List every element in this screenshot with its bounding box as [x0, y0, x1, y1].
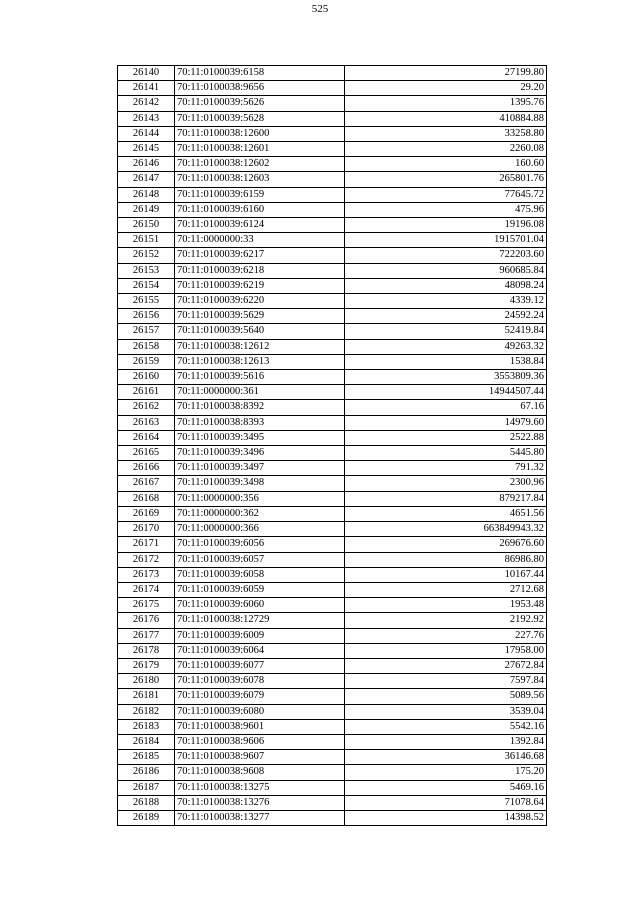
table-row: [118, 96, 547, 111]
row-number-cell: 26152: [118, 248, 175, 263]
value-cell: 265801.76: [345, 172, 547, 187]
page-number: 525: [311, 3, 329, 15]
value-cell: 71078.64: [345, 795, 547, 810]
value-cell: 1915701.04: [345, 233, 547, 248]
row-number-cell: 26165: [118, 446, 175, 461]
cadastral-number-cell: 70:11:0100039:6217: [175, 248, 345, 263]
table-row: [118, 643, 547, 658]
row-number-cell: 26189: [118, 810, 175, 825]
value-cell: 1395.76: [345, 96, 547, 111]
value-cell: 14979.60: [345, 415, 547, 430]
table-row: [118, 81, 547, 96]
cadastral-number-cell: 70:11:0100039:6218: [175, 263, 345, 278]
table-row: [118, 491, 547, 506]
value-cell: 227.76: [345, 628, 547, 643]
row-number-cell: 26144: [118, 126, 175, 141]
cadastral-number-cell: 70:11:0100039:3498: [175, 476, 345, 491]
table-row: [118, 354, 547, 369]
cadastral-number-cell: 70:11:0100038:12601: [175, 142, 345, 157]
cadastral-number-cell: 70:11:0100039:6160: [175, 202, 345, 217]
value-cell: 4339.12: [345, 294, 547, 309]
value-cell: 14944507.44: [345, 385, 547, 400]
table-row: [118, 446, 547, 461]
table-row: [118, 111, 547, 126]
table-row: [118, 674, 547, 689]
value-cell: 27672.84: [345, 658, 547, 673]
value-cell: 2192.92: [345, 613, 547, 628]
cadastral-number-cell: 70:11:0100038:9607: [175, 750, 345, 765]
row-number-cell: 26186: [118, 765, 175, 780]
table-row: [118, 263, 547, 278]
row-number-cell: 26170: [118, 522, 175, 537]
table-row: [118, 780, 547, 795]
table-row: [118, 461, 547, 476]
row-number-cell: 26177: [118, 628, 175, 643]
cadastral-number-cell: 70:11:0100038:8392: [175, 400, 345, 415]
value-cell: 269676.60: [345, 537, 547, 552]
row-number-cell: 26179: [118, 658, 175, 673]
row-number-cell: 26178: [118, 643, 175, 658]
table-row: [118, 278, 547, 293]
cadastral-number-cell: 70:11:0100038:9606: [175, 734, 345, 749]
cadastral-number-cell: 70:11:0100039:6124: [175, 218, 345, 233]
table-row: [118, 294, 547, 309]
row-number-cell: 26180: [118, 674, 175, 689]
value-cell: 49263.32: [345, 339, 547, 354]
value-cell: 7597.84: [345, 674, 547, 689]
value-cell: 1538.84: [345, 354, 547, 369]
table-row: [118, 233, 547, 248]
row-number-cell: 26176: [118, 613, 175, 628]
row-number-cell: 26140: [118, 66, 175, 81]
row-number-cell: 26149: [118, 202, 175, 217]
cadastral-number-cell: 70:11:0000000:356: [175, 491, 345, 506]
cadastral-number-cell: 70:11:0100038:9608: [175, 765, 345, 780]
table-row: [118, 598, 547, 613]
table-row: [118, 218, 547, 233]
row-number-cell: 26171: [118, 537, 175, 552]
cadastral-number-cell: 70:11:0100039:6078: [175, 674, 345, 689]
row-number-cell: 26185: [118, 750, 175, 765]
cadastral-number-cell: 70:11:0100039:6220: [175, 294, 345, 309]
value-cell: 24592.24: [345, 309, 547, 324]
table-row: [118, 309, 547, 324]
row-number-cell: 26167: [118, 476, 175, 491]
row-number-cell: 26188: [118, 795, 175, 810]
row-number-cell: 26175: [118, 598, 175, 613]
value-cell: 19196.08: [345, 218, 547, 233]
value-cell: 77645.72: [345, 187, 547, 202]
row-number-cell: 26151: [118, 233, 175, 248]
value-cell: 86986.80: [345, 552, 547, 567]
row-number-cell: 26163: [118, 415, 175, 430]
cadastral-number-cell: 70:11:0100039:5626: [175, 96, 345, 111]
value-cell: 67.16: [345, 400, 547, 415]
row-number-cell: 26162: [118, 400, 175, 415]
table-row: [118, 689, 547, 704]
cadastral-number-cell: 70:11:0100039:3496: [175, 446, 345, 461]
cadastral-number-cell: 70:11:0100038:8393: [175, 415, 345, 430]
row-number-cell: 26169: [118, 506, 175, 521]
cadastral-number-cell: 70:11:0100039:6059: [175, 582, 345, 597]
row-number-cell: 26154: [118, 278, 175, 293]
cadastral-number-cell: 70:11:0100039:6079: [175, 689, 345, 704]
row-number-cell: 26148: [118, 187, 175, 202]
table-row: [118, 506, 547, 521]
value-cell: 663849943.32: [345, 522, 547, 537]
row-number-cell: 26172: [118, 552, 175, 567]
cadastral-number-cell: 70:11:0100039:3495: [175, 430, 345, 445]
table-row: [118, 734, 547, 749]
cadastral-number-cell: 70:11:0100038:9601: [175, 719, 345, 734]
table-row: [118, 522, 547, 537]
cadastral-number-cell: 70:11:0100039:5640: [175, 324, 345, 339]
table-row: [118, 430, 547, 445]
value-cell: 2300.96: [345, 476, 547, 491]
value-cell: 33258.80: [345, 126, 547, 141]
cadastral-number-cell: 70:11:0100038:12612: [175, 339, 345, 354]
cadastral-number-cell: 70:11:0000000:361: [175, 385, 345, 400]
row-number-cell: 26159: [118, 354, 175, 369]
value-cell: 2260.08: [345, 142, 547, 157]
row-number-cell: 26153: [118, 263, 175, 278]
value-cell: 48098.24: [345, 278, 547, 293]
table-row: [118, 582, 547, 597]
value-cell: 36146.68: [345, 750, 547, 765]
cadastral-number-cell: 70:11:0100038:13277: [175, 810, 345, 825]
value-cell: 4651.56: [345, 506, 547, 521]
table-row: [118, 765, 547, 780]
table-row: [118, 202, 547, 217]
cadastral-number-cell: 70:11:0100038:13276: [175, 795, 345, 810]
cadastral-number-cell: 70:11:0100039:6064: [175, 643, 345, 658]
value-cell: 1392.84: [345, 734, 547, 749]
cadastral-number-cell: 70:11:0100038:9656: [175, 81, 345, 96]
value-cell: 5542.16: [345, 719, 547, 734]
table-row: [118, 537, 547, 552]
row-number-cell: 26164: [118, 430, 175, 445]
cadastral-number-cell: 70:11:0100039:6159: [175, 187, 345, 202]
value-cell: 5089.56: [345, 689, 547, 704]
cadastral-number-cell: 70:11:0000000:362: [175, 506, 345, 521]
value-cell: 10167.44: [345, 567, 547, 582]
row-number-cell: 26173: [118, 567, 175, 582]
row-number-cell: 26146: [118, 157, 175, 172]
value-cell: 29.20: [345, 81, 547, 96]
table-row: [118, 157, 547, 172]
cadastral-number-cell: 70:11:0100039:6058: [175, 567, 345, 582]
row-number-cell: 26181: [118, 689, 175, 704]
table-row: [118, 142, 547, 157]
row-number-cell: 26183: [118, 719, 175, 734]
row-number-cell: 26184: [118, 734, 175, 749]
cadastral-number-cell: 70:11:0100038:12600: [175, 126, 345, 141]
cadastral-number-cell: 70:11:0100038:12613: [175, 354, 345, 369]
cadastral-number-cell: 70:11:0100039:6158: [175, 66, 345, 81]
cadastral-number-cell: 70:11:0100039:6077: [175, 658, 345, 673]
row-number-cell: 26166: [118, 461, 175, 476]
value-cell: 3553809.36: [345, 370, 547, 385]
row-number-cell: 26145: [118, 142, 175, 157]
cadastral-number-cell: 70:11:0100039:3497: [175, 461, 345, 476]
value-cell: 5469.16: [345, 780, 547, 795]
table-row: [118, 552, 547, 567]
table-row: [118, 795, 547, 810]
value-cell: 879217.84: [345, 491, 547, 506]
table-row: [118, 810, 547, 825]
value-cell: 175.20: [345, 765, 547, 780]
row-number-cell: 26150: [118, 218, 175, 233]
value-cell: 3539.04: [345, 704, 547, 719]
value-cell: 27199.80: [345, 66, 547, 81]
table-row: [118, 187, 547, 202]
row-number-cell: 26142: [118, 96, 175, 111]
value-cell: 160.60: [345, 157, 547, 172]
table-row: [118, 66, 547, 81]
value-cell: 410884.88: [345, 111, 547, 126]
table-row: [118, 613, 547, 628]
value-cell: 2522.88: [345, 430, 547, 445]
row-number-cell: 26187: [118, 780, 175, 795]
row-number-cell: 26156: [118, 309, 175, 324]
row-number-cell: 26157: [118, 324, 175, 339]
row-number-cell: 26161: [118, 385, 175, 400]
table-row: [118, 370, 547, 385]
table-row: [118, 704, 547, 719]
row-number-cell: 26160: [118, 370, 175, 385]
row-number-cell: 26174: [118, 582, 175, 597]
cadastral-number-cell: 70:11:0100039:6080: [175, 704, 345, 719]
cadastral-number-cell: 70:11:0100039:6057: [175, 552, 345, 567]
table-row: [118, 385, 547, 400]
table-row: [118, 339, 547, 354]
table-row: [118, 628, 547, 643]
table-row: [118, 415, 547, 430]
row-number-cell: 26147: [118, 172, 175, 187]
table-row: [118, 126, 547, 141]
cadastral-number-cell: 70:11:0100039:6060: [175, 598, 345, 613]
table-body: [118, 66, 547, 826]
cadastral-number-cell: 70:11:0000000:33: [175, 233, 345, 248]
value-cell: 2712.68: [345, 582, 547, 597]
row-number-cell: 26155: [118, 294, 175, 309]
table-row: [118, 400, 547, 415]
value-cell: 17958.00: [345, 643, 547, 658]
cadastral-number-cell: 70:11:0100039:5616: [175, 370, 345, 385]
cadastral-number-cell: 70:11:0100038:13275: [175, 780, 345, 795]
cadastral-number-cell: 70:11:0100038:12602: [175, 157, 345, 172]
cadastral-number-cell: 70:11:0100039:5628: [175, 111, 345, 126]
value-cell: 475.96: [345, 202, 547, 217]
table-row: [118, 324, 547, 339]
row-number-cell: 26158: [118, 339, 175, 354]
value-cell: 14398.52: [345, 810, 547, 825]
value-cell: 52419.84: [345, 324, 547, 339]
cadastral-number-cell: 70:11:0100038:12603: [175, 172, 345, 187]
table-row: [118, 658, 547, 673]
value-cell: 791.32: [345, 461, 547, 476]
table-row: [118, 248, 547, 263]
cadastral-number-cell: 70:11:0100039:6219: [175, 278, 345, 293]
value-cell: 5445.80: [345, 446, 547, 461]
value-cell: 960685.84: [345, 263, 547, 278]
cadastral-number-cell: 70:11:0100039:6009: [175, 628, 345, 643]
table-row: [118, 476, 547, 491]
table-row: [118, 172, 547, 187]
table-row: [118, 719, 547, 734]
registry-table: [117, 65, 547, 826]
value-cell: 722203.60: [345, 248, 547, 263]
row-number-cell: 26182: [118, 704, 175, 719]
cadastral-number-cell: 70:11:0100038:12729: [175, 613, 345, 628]
row-number-cell: 26168: [118, 491, 175, 506]
table-row: [118, 567, 547, 582]
cadastral-number-cell: 70:11:0000000:366: [175, 522, 345, 537]
row-number-cell: 26143: [118, 111, 175, 126]
cadastral-number-cell: 70:11:0100039:6056: [175, 537, 345, 552]
value-cell: 1953.48: [345, 598, 547, 613]
cadastral-number-cell: 70:11:0100039:5629: [175, 309, 345, 324]
row-number-cell: 26141: [118, 81, 175, 96]
table-row: [118, 750, 547, 765]
